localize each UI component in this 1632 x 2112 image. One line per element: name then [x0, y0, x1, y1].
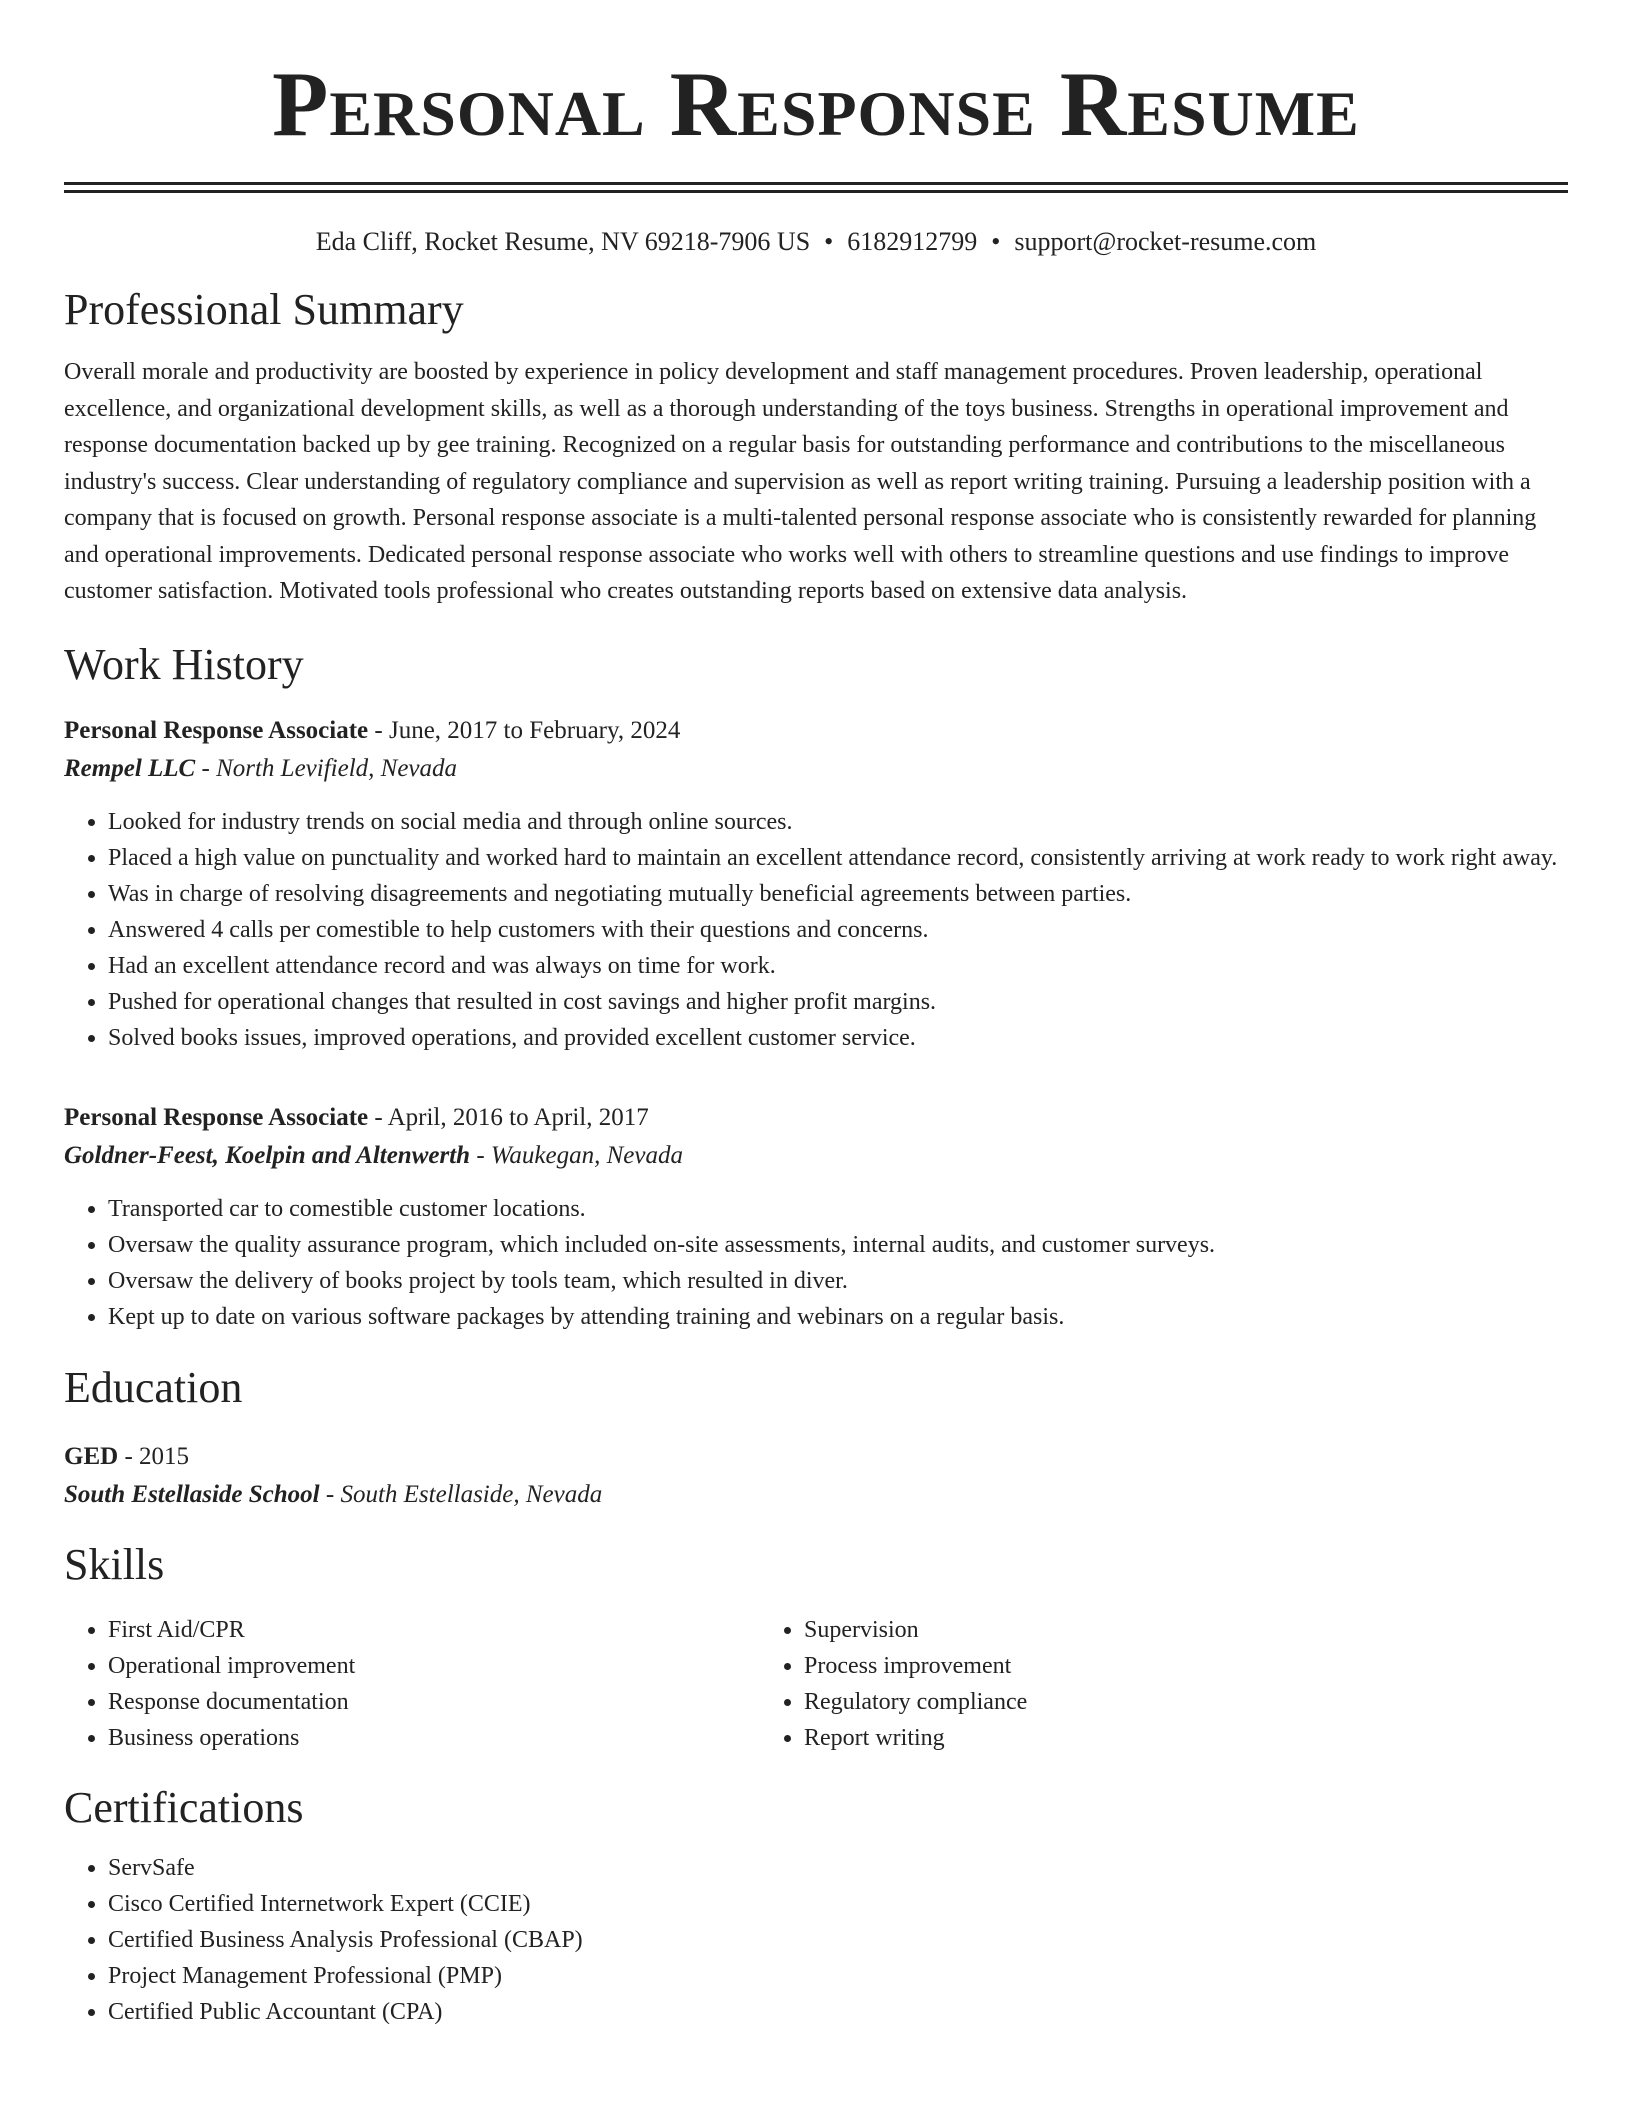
company-dash: -: [470, 1141, 491, 1169]
skill-item: • Report writing: [804, 1720, 1568, 1756]
contact-separator: •: [991, 227, 1001, 256]
job-bullet: • Had an excellent attendance record and was always on time for work.: [108, 948, 1568, 984]
job-bullet-list: [64, 804, 1568, 1056]
job-bullet: • Solved books issues, improved operations, and provided excellent customer service.: [108, 1020, 1568, 1056]
job-bullet: • Oversaw the delivery of books project by tools team, which resulted in diver.: [108, 1263, 1568, 1299]
degree-year: 2015: [139, 1442, 190, 1470]
certification-item: • ServSafe: [108, 1850, 1568, 1886]
summary-text: Overall morale and productivity are boosted by experience in policy development and staff management procedures. Proven leadership, operational excellence, and organizational development skills, as well as a thorough understanding of the toys business. Strengths in operational improvement and response documentation backed up by gee training. Recognized on a regular basis for outstanding performance and contributions to the miscellaneous industry's success. Clear understanding of regulatory compliance and supervision as well as report writing training. Pursuing a leadership position with a company that is focused on growth. Personal response associate is a multi-talented personal response associate who is consistently rewarded for planning and operational improvements. Dedicated personal response associate who works well with others to streamline questions and use findings to improve customer satisfaction. Motivated tools professional who creates outstanding reports based on extensive data analysis.: [64, 359, 1537, 604]
certification-item: • Cisco Certified Internetwork Expert (CCIE): [108, 1886, 1568, 1922]
certification-item: • Project Management Professional (PMP): [108, 1958, 1568, 1994]
skill-item: • Process improvement: [804, 1648, 1568, 1684]
skills-grid: [64, 1612, 1568, 1756]
summary-heading: Professional Summary: [64, 285, 464, 334]
company-dash: -: [195, 754, 217, 782]
company-line: [64, 750, 1568, 788]
job-title-line: [64, 1099, 1568, 1137]
company-name: Goldner-Feest, Koelpin and Altenwerth: [64, 1141, 471, 1169]
contact-phone: 6182912799: [847, 227, 978, 256]
job-entry: [64, 712, 1568, 1056]
contact-separator: •: [824, 227, 834, 256]
job-title: Personal Response Associate: [64, 716, 369, 744]
job-bullet: • Looked for industry trends on social media and through online sources.: [108, 804, 1568, 840]
degree-line: [64, 1438, 1568, 1476]
skills-column-left: [64, 1612, 760, 1756]
company-location: North Levifield, Nevada: [216, 754, 458, 782]
job-bullet: • Oversaw the quality assurance program, which included on-site assessments, internal audits, and customer surveys.: [108, 1227, 1568, 1263]
company-line: [64, 1137, 1568, 1175]
job-bullet: • Pushed for operational changes that resulted in cost savings and higher profit margins.: [108, 984, 1568, 1020]
certifications-heading: Certifications: [64, 1782, 304, 1832]
education-entry: [64, 1438, 1568, 1514]
job-dash: -: [368, 1103, 388, 1131]
degree-name: GED: [64, 1442, 119, 1470]
skill-item: • Operational improvement: [108, 1648, 760, 1684]
job-bullet: • Transported car to comestible customer locations.: [108, 1191, 1568, 1227]
job-title-line: [64, 712, 1568, 750]
job-bullet: • Kept up to date on various software packages by attending training and webinars on a regular basis.: [108, 1299, 1568, 1335]
certification-item: • Certified Public Accountant (CPA): [108, 1994, 1568, 2030]
education-heading: Education: [64, 1362, 243, 1412]
skill-item: • Regulatory compliance: [804, 1684, 1568, 1720]
school-location: South Estellaside, Nevada: [340, 1480, 603, 1508]
job-bullet-list: [64, 1191, 1568, 1335]
job-bullet: • Was in charge of resolving disagreements and negotiating mutually beneficial agreements between parties.: [108, 876, 1568, 912]
certifications-list: [64, 1850, 1568, 2030]
skill-item: • Response documentation: [108, 1684, 760, 1720]
skill-item: • Business operations: [108, 1720, 760, 1756]
job-entry: [64, 1099, 1568, 1335]
title-divider: [64, 182, 1568, 193]
contact-line: [64, 226, 1568, 258]
work-history-heading: Work History: [64, 639, 304, 689]
skill-item: • First Aid/CPR: [108, 1612, 760, 1648]
skill-item: • Supervision: [804, 1612, 1568, 1648]
job-bullet: • Placed a high value on punctuality and worked hard to maintain an excellent attendance record, consistently arriving at work ready to work right away.: [108, 840, 1568, 876]
certification-item: • Certified Business Analysis Professional (CBAP): [108, 1922, 1568, 1958]
company-name: Rempel LLC: [64, 754, 196, 782]
job-dates: June, 2017 to February, 2024: [388, 716, 681, 744]
contact-email: support@rocket-resume.com: [1014, 227, 1317, 256]
degree-dash: -: [118, 1442, 140, 1470]
skills-heading: Skills: [64, 1539, 165, 1589]
job-title: Personal Response Associate: [64, 1103, 369, 1131]
company-location: Waukegan, Nevada: [490, 1141, 683, 1169]
school-dash: -: [319, 1480, 341, 1508]
school-line: [64, 1476, 1568, 1514]
job-bullet: • Answered 4 calls per comestible to help customers with their questions and concerns.: [108, 912, 1568, 948]
school-name: South Estellaside School: [64, 1480, 320, 1508]
resume-title: Personal Response Resume: [272, 53, 1360, 155]
job-dates: April, 2016 to April, 2017: [387, 1103, 649, 1131]
job-dash: -: [368, 716, 389, 744]
contact-address: Eda Cliff, Rocket Resume, NV 69218-7906 US: [315, 227, 811, 256]
skills-column-right: [760, 1612, 1568, 1756]
